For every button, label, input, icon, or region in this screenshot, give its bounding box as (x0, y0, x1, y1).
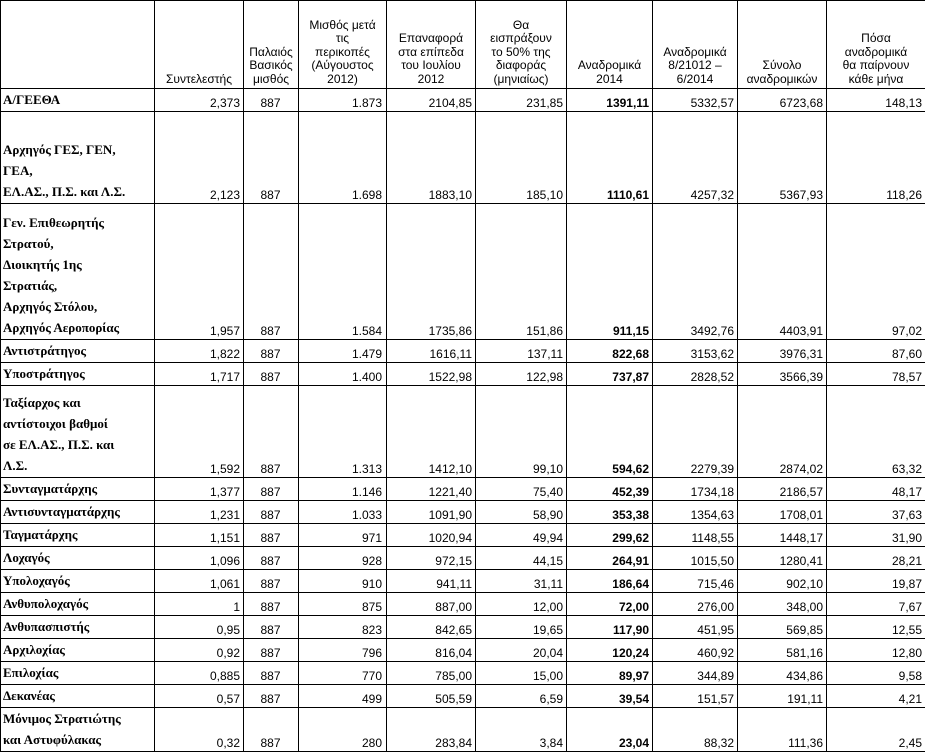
retro-period-cell: 4257,32 (653, 112, 738, 204)
coefficient-cell: 1,717 (155, 363, 244, 386)
base-salary-cell: 887 (244, 501, 299, 524)
retro-monthly-cell: 12,80 (827, 639, 925, 662)
base-salary-cell: 887 (244, 89, 299, 112)
restoration-cell: 842,65 (387, 616, 476, 639)
after-cuts-cell: 1.033 (299, 501, 387, 524)
header-row (1, 1, 925, 89)
coefficient-cell: 1,957 (155, 204, 244, 340)
restoration-cell: 2104,85 (387, 89, 476, 112)
base-salary-cell: 887 (244, 112, 299, 204)
rank-cell: Ανθυπολοχαγός (1, 593, 155, 616)
base-salary-cell: 887 (244, 708, 299, 752)
retro-total-cell: 569,85 (738, 616, 827, 639)
half-difference-cell: 151,86 (476, 204, 567, 340)
rank-cell: Επιλοχίας (1, 662, 155, 685)
retro-period-cell: 2279,39 (653, 386, 738, 478)
retro-2014-cell: 1110,61 (567, 112, 653, 204)
retro-2014-cell: 72,00 (567, 593, 653, 616)
base-salary-cell: 887 (244, 616, 299, 639)
retro-total-cell: 191,11 (738, 685, 827, 708)
retro-total-cell: 1448,17 (738, 524, 827, 547)
base-salary-cell: 887 (244, 639, 299, 662)
retro-period-cell: 344,89 (653, 662, 738, 685)
retro-2014-cell: 1391,11 (567, 89, 653, 112)
restoration-cell: 283,84 (387, 708, 476, 752)
retro-period-cell: 1015,50 (653, 547, 738, 570)
after-cuts-cell: 1.400 (299, 363, 387, 386)
coefficient-cell: 1,061 (155, 570, 244, 593)
coefficient-cell: 2,123 (155, 112, 244, 204)
half-difference-cell: 49,94 (476, 524, 567, 547)
table-row (1, 112, 925, 204)
retro-2014-cell: 822,68 (567, 340, 653, 363)
after-cuts-cell: 1.698 (299, 112, 387, 204)
retro-total-cell: 902,10 (738, 570, 827, 593)
rank-cell: Αρχιλοχίας (1, 639, 155, 662)
retro-period-cell: 1354,63 (653, 501, 738, 524)
coefficient-cell: 2,373 (155, 89, 244, 112)
base-salary-cell: 887 (244, 524, 299, 547)
table-row (1, 363, 925, 386)
after-cuts-cell: 499 (299, 685, 387, 708)
retro-monthly-cell: 19,87 (827, 570, 925, 593)
after-cuts-cell: 928 (299, 547, 387, 570)
header-restoration: Επαναφορά στα επίπεδα του Ιουλίου 2012 (387, 1, 476, 89)
retro-monthly-cell: 7,67 (827, 593, 925, 616)
retro-total-cell: 2186,57 (738, 478, 827, 501)
restoration-cell: 1616,11 (387, 340, 476, 363)
table-row (1, 340, 925, 363)
base-salary-cell: 887 (244, 593, 299, 616)
coefficient-cell: 0,32 (155, 708, 244, 752)
retro-monthly-cell: 148,13 (827, 89, 925, 112)
table-row (1, 708, 925, 752)
restoration-cell: 972,15 (387, 547, 476, 570)
coefficient-cell: 0,95 (155, 616, 244, 639)
rank-cell: Ταξίαρχος και αντίστοιχοι βαθμοί σε ΕΛ.ΑΣ., Π.Σ. και Λ.Σ. (1, 386, 155, 478)
half-difference-cell: 122,98 (476, 363, 567, 386)
retro-monthly-cell: 9,58 (827, 662, 925, 685)
retro-monthly-cell: 87,60 (827, 340, 925, 363)
retro-total-cell: 1708,01 (738, 501, 827, 524)
after-cuts-cell: 875 (299, 593, 387, 616)
after-cuts-cell: 1.584 (299, 204, 387, 340)
retro-period-cell: 1148,55 (653, 524, 738, 547)
coefficient-cell: 1 (155, 593, 244, 616)
retro-2014-cell: 89,97 (567, 662, 653, 685)
table-row (1, 89, 925, 112)
half-difference-cell: 15,00 (476, 662, 567, 685)
header-coefficient: Συντελεστής (155, 1, 244, 89)
rank-cell: Λοχαγός (1, 547, 155, 570)
retro-monthly-cell: 118,26 (827, 112, 925, 204)
retro-monthly-cell: 78,57 (827, 363, 925, 386)
half-difference-cell: 75,40 (476, 478, 567, 501)
retro-period-cell: 715,46 (653, 570, 738, 593)
rank-cell: Γεν. Επιθεωρητής Στρατού, Διοικητής 1ης Στρατιάς, Αρχηγός Στόλου, Αρχηγός Αεροπορίας (1, 204, 155, 340)
half-difference-cell: 99,10 (476, 386, 567, 478)
header-retro-2014: Αναδρομικά 2014 (567, 1, 653, 89)
retro-period-cell: 460,92 (653, 639, 738, 662)
retro-total-cell: 5367,93 (738, 112, 827, 204)
table-row (1, 685, 925, 708)
half-difference-cell: 44,15 (476, 547, 567, 570)
half-difference-cell: 6,59 (476, 685, 567, 708)
restoration-cell: 1883,10 (387, 112, 476, 204)
half-difference-cell: 137,11 (476, 340, 567, 363)
retro-monthly-cell: 37,63 (827, 501, 925, 524)
half-difference-cell: 231,85 (476, 89, 567, 112)
retro-2014-cell: 120,24 (567, 639, 653, 662)
coefficient-cell: 1,151 (155, 524, 244, 547)
table-row (1, 570, 925, 593)
rank-cell: Αρχηγός ΓΕΣ, ΓΕΝ, ΓΕΑ, ΕΛ.ΑΣ., Π.Σ. και Λ.Σ. (1, 112, 155, 204)
base-salary-cell: 887 (244, 386, 299, 478)
retro-2014-cell: 353,38 (567, 501, 653, 524)
after-cuts-cell: 1.479 (299, 340, 387, 363)
rank-cell: Υποστράτηγος (1, 363, 155, 386)
header-retro-period: Αναδρομικά 8/21012 – 6/2014 (653, 1, 738, 89)
table-row (1, 204, 925, 340)
after-cuts-cell: 823 (299, 616, 387, 639)
coefficient-cell: 0,885 (155, 662, 244, 685)
retro-monthly-cell: 63,32 (827, 386, 925, 478)
restoration-cell: 941,11 (387, 570, 476, 593)
header-rank (1, 1, 155, 89)
header-old-base-salary: Παλαιός Βασικός μισθός (244, 1, 299, 89)
retro-period-cell: 5332,57 (653, 89, 738, 112)
restoration-cell: 505,59 (387, 685, 476, 708)
rank-cell: Μόνιμος Στρατιώτης και Αστυφύλακας (1, 708, 155, 752)
coefficient-cell: 0,57 (155, 685, 244, 708)
retro-2014-cell: 452,39 (567, 478, 653, 501)
retro-period-cell: 151,57 (653, 685, 738, 708)
table-row (1, 662, 925, 685)
retro-total-cell: 4403,91 (738, 204, 827, 340)
after-cuts-cell: 770 (299, 662, 387, 685)
base-salary-cell: 887 (244, 662, 299, 685)
retro-monthly-cell: 4,21 (827, 685, 925, 708)
restoration-cell: 1412,10 (387, 386, 476, 478)
after-cuts-cell: 1.313 (299, 386, 387, 478)
restoration-cell: 1020,94 (387, 524, 476, 547)
base-salary-cell: 887 (244, 363, 299, 386)
half-difference-cell: 20,04 (476, 639, 567, 662)
retro-total-cell: 434,86 (738, 662, 827, 685)
after-cuts-cell: 971 (299, 524, 387, 547)
base-salary-cell: 887 (244, 478, 299, 501)
base-salary-cell: 887 (244, 570, 299, 593)
retro-total-cell: 1280,41 (738, 547, 827, 570)
retro-period-cell: 1734,18 (653, 478, 738, 501)
retro-2014-cell: 594,62 (567, 386, 653, 478)
table-row (1, 524, 925, 547)
rank-cell: Αντισυνταγματάρχης (1, 501, 155, 524)
table-row (1, 616, 925, 639)
retro-total-cell: 348,00 (738, 593, 827, 616)
half-difference-cell: 185,10 (476, 112, 567, 204)
retro-2014-cell: 23,04 (567, 708, 653, 752)
retro-period-cell: 3492,76 (653, 204, 738, 340)
coefficient-cell: 0,92 (155, 639, 244, 662)
rank-cell: Συνταγματάρχης (1, 478, 155, 501)
retro-total-cell: 3566,39 (738, 363, 827, 386)
half-difference-cell: 12,00 (476, 593, 567, 616)
after-cuts-cell: 1.146 (299, 478, 387, 501)
header-salary-after-cuts: Μισθός μετά τις περικοπές (Αύγουστος 2012) (299, 1, 387, 89)
retro-period-cell: 3153,62 (653, 340, 738, 363)
restoration-cell: 816,04 (387, 639, 476, 662)
header-retro-total: Σύνολο αναδρομικών (738, 1, 827, 89)
coefficient-cell: 1,592 (155, 386, 244, 478)
retro-total-cell: 111,36 (738, 708, 827, 752)
retro-period-cell: 2828,52 (653, 363, 738, 386)
base-salary-cell: 887 (244, 547, 299, 570)
rank-cell: Δεκανέας (1, 685, 155, 708)
retro-2014-cell: 186,64 (567, 570, 653, 593)
restoration-cell: 1522,98 (387, 363, 476, 386)
restoration-cell: 1735,86 (387, 204, 476, 340)
restoration-cell: 1221,40 (387, 478, 476, 501)
retro-monthly-cell: 48,17 (827, 478, 925, 501)
retro-total-cell: 3976,31 (738, 340, 827, 363)
header-retro-monthly: Πόσα αναδρομικά θα παίρνουν κάθε μήνα (827, 1, 925, 89)
restoration-cell: 785,00 (387, 662, 476, 685)
half-difference-cell: 19,65 (476, 616, 567, 639)
retro-total-cell: 6723,68 (738, 89, 827, 112)
after-cuts-cell: 1.873 (299, 89, 387, 112)
coefficient-cell: 1,822 (155, 340, 244, 363)
retro-total-cell: 2874,02 (738, 386, 827, 478)
retro-2014-cell: 911,15 (567, 204, 653, 340)
table-row (1, 547, 925, 570)
retro-2014-cell: 299,62 (567, 524, 653, 547)
retro-2014-cell: 264,91 (567, 547, 653, 570)
retro-total-cell: 581,16 (738, 639, 827, 662)
coefficient-cell: 1,231 (155, 501, 244, 524)
after-cuts-cell: 280 (299, 708, 387, 752)
retro-monthly-cell: 2,45 (827, 708, 925, 752)
base-salary-cell: 887 (244, 685, 299, 708)
rank-cell: Ταγματάρχης (1, 524, 155, 547)
retro-2014-cell: 39,54 (567, 685, 653, 708)
half-difference-cell: 31,11 (476, 570, 567, 593)
table-row (1, 478, 925, 501)
half-difference-cell: 58,90 (476, 501, 567, 524)
table-row (1, 501, 925, 524)
restoration-cell: 887,00 (387, 593, 476, 616)
retro-period-cell: 88,32 (653, 708, 738, 752)
after-cuts-cell: 910 (299, 570, 387, 593)
header-half-difference: Θα εισπράξουν το 50% της διαφοράς (μηνιαίως) (476, 1, 567, 89)
retro-monthly-cell: 12,55 (827, 616, 925, 639)
base-salary-cell: 887 (244, 204, 299, 340)
retro-monthly-cell: 28,21 (827, 547, 925, 570)
rank-cell: Ανθυπασπιστής (1, 616, 155, 639)
retro-monthly-cell: 97,02 (827, 204, 925, 340)
after-cuts-cell: 796 (299, 639, 387, 662)
retro-period-cell: 276,00 (653, 593, 738, 616)
base-salary-cell: 887 (244, 340, 299, 363)
coefficient-cell: 1,377 (155, 478, 244, 501)
rank-cell: Α/ΓΕΕΘΑ (1, 89, 155, 112)
coefficient-cell: 1,096 (155, 547, 244, 570)
retro-period-cell: 451,95 (653, 616, 738, 639)
rank-cell: Υπολοχαγός (1, 570, 155, 593)
retro-2014-cell: 117,90 (567, 616, 653, 639)
table-row (1, 639, 925, 662)
retro-monthly-cell: 31,90 (827, 524, 925, 547)
rank-cell: Αντιστράτηγος (1, 340, 155, 363)
restoration-cell: 1091,90 (387, 501, 476, 524)
table-row (1, 386, 925, 478)
retro-2014-cell: 737,87 (567, 363, 653, 386)
half-difference-cell: 3,84 (476, 708, 567, 752)
table-row (1, 593, 925, 616)
